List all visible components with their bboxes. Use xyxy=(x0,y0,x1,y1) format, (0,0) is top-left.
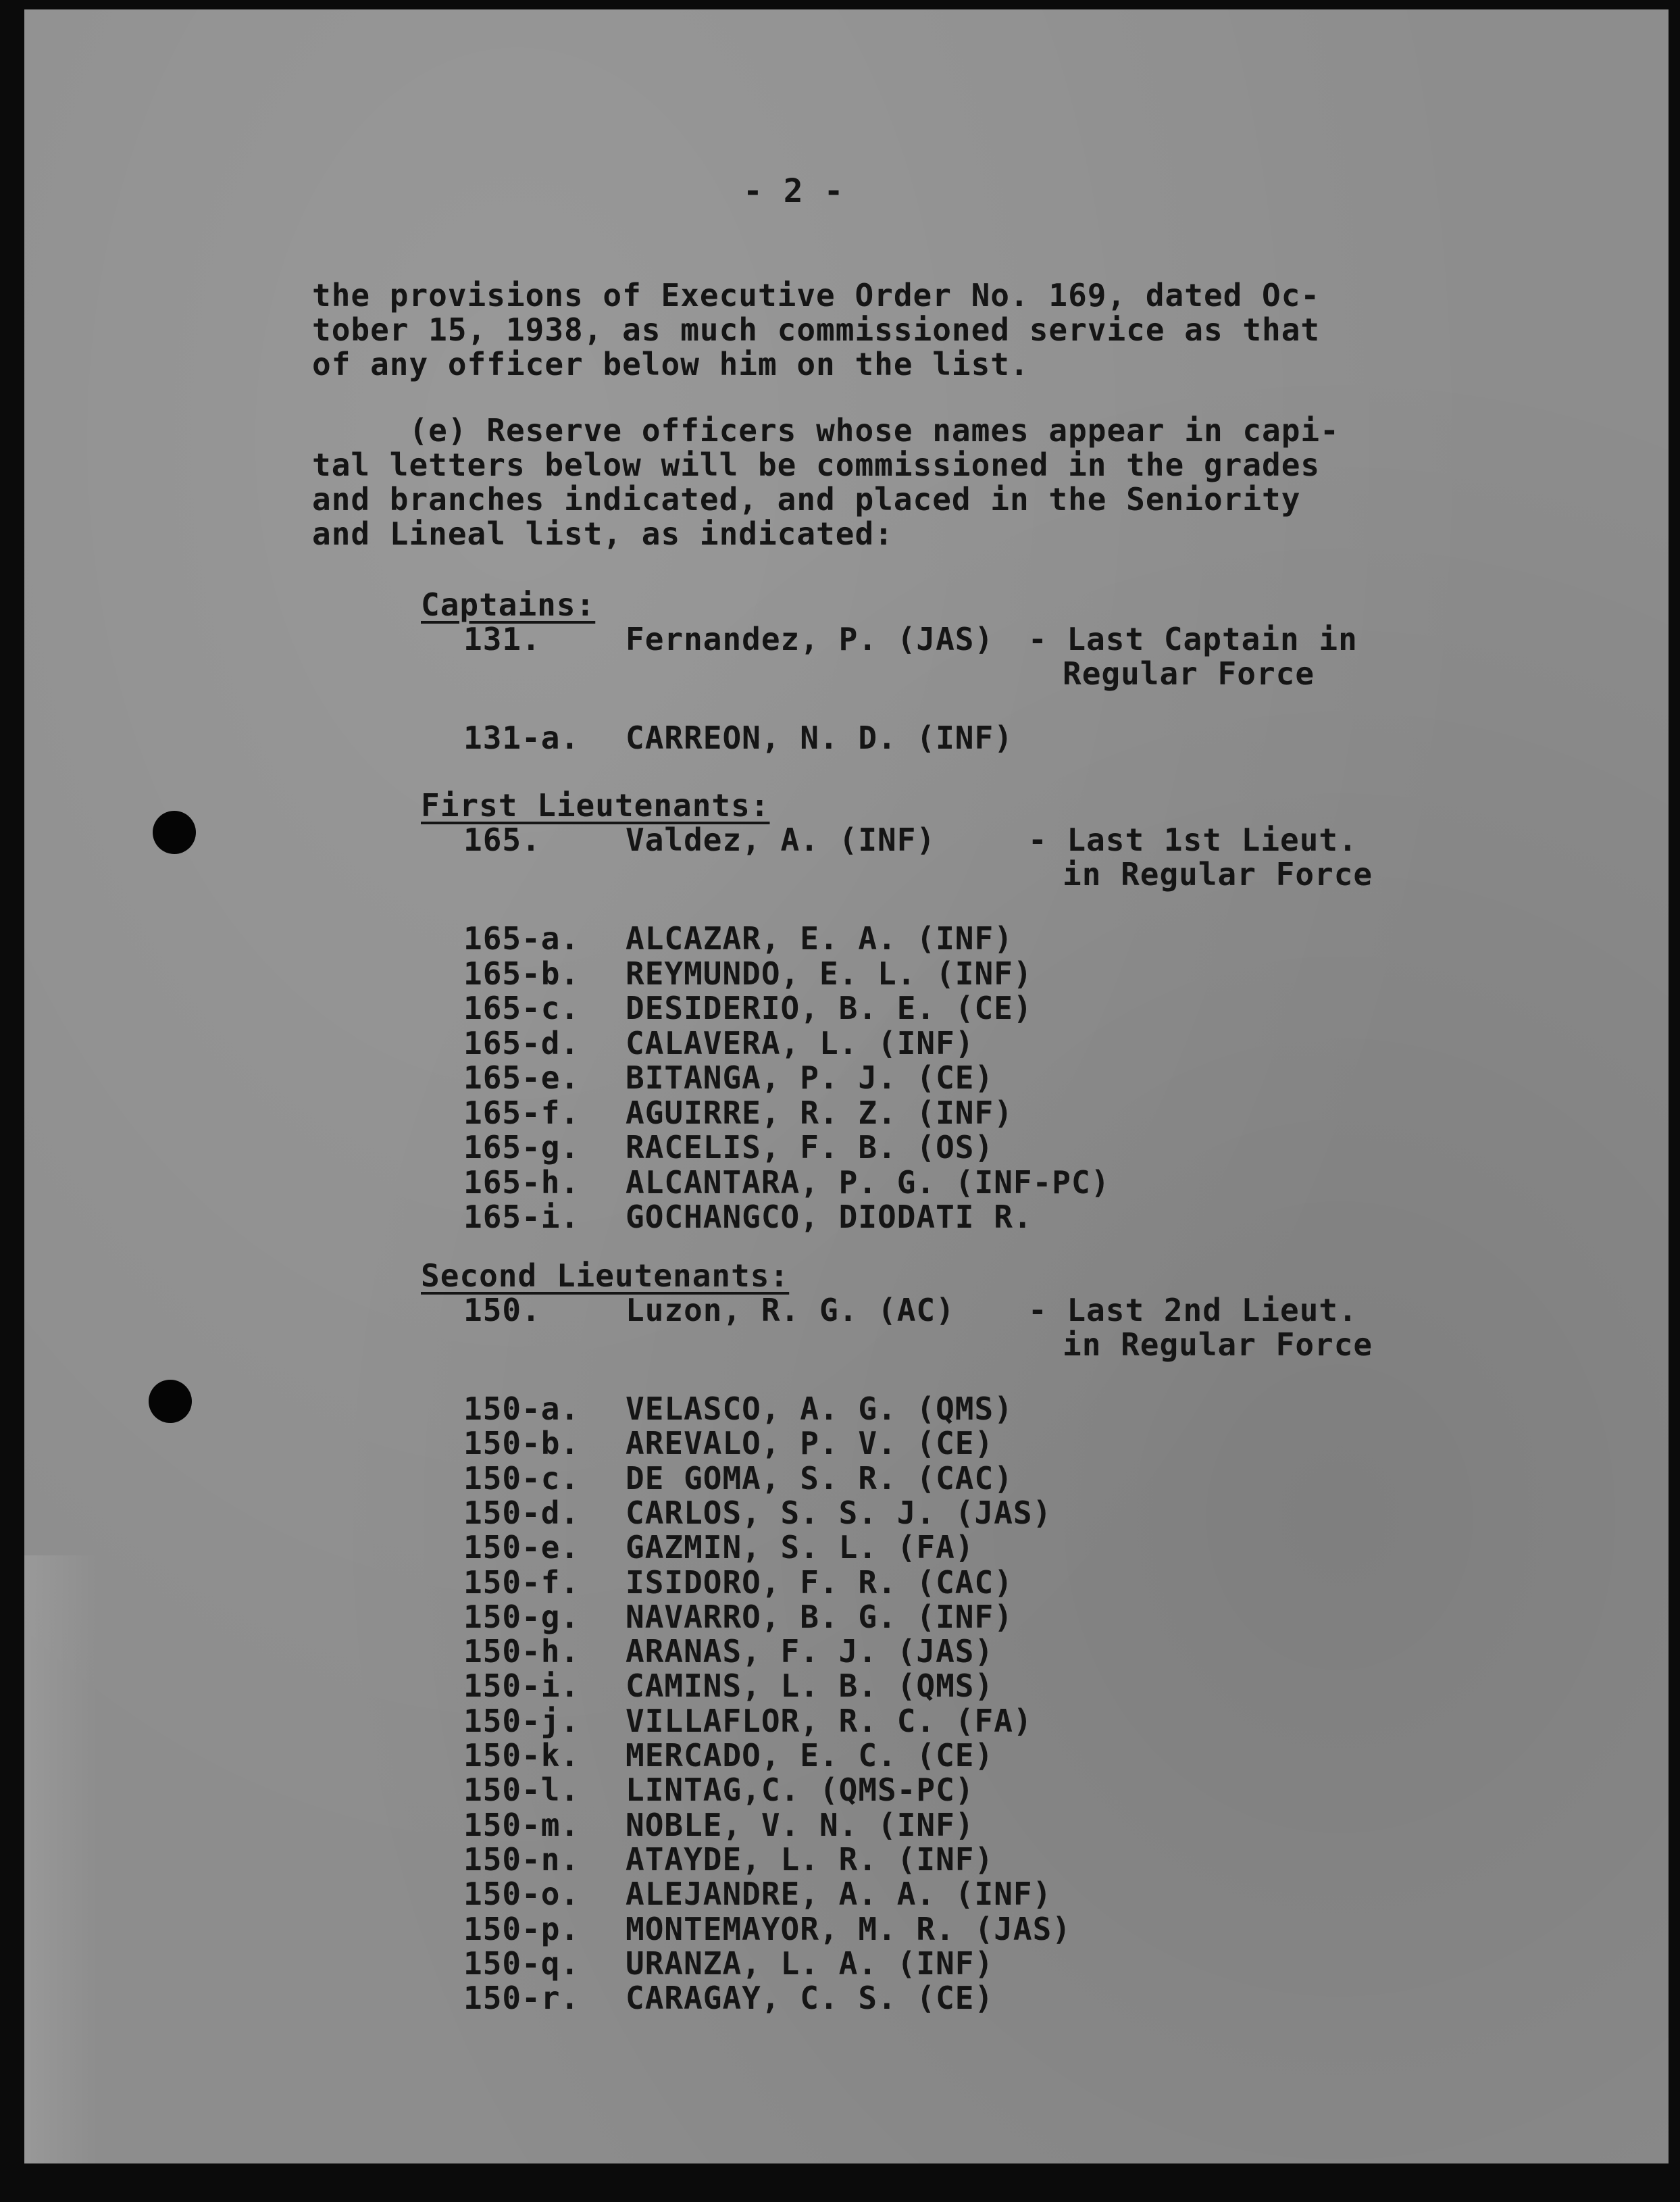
officer-row xyxy=(24,1704,1669,1738)
list-number: 150-m. xyxy=(463,1806,580,1843)
last-regular-first-lieutenant xyxy=(24,823,1669,857)
list-number: 150-e. xyxy=(463,1529,580,1566)
officer-row xyxy=(24,1026,1669,1061)
list-number: 165-h. xyxy=(463,1163,580,1201)
officer-row xyxy=(24,1130,1669,1165)
officer-row xyxy=(24,1669,1669,1703)
officer-row xyxy=(24,1981,1669,2016)
officer-name: ALEJANDRE, A. A. (INF) xyxy=(626,1876,1052,1913)
officer-name: Luzon, R. G. (AC) xyxy=(626,1292,955,1328)
officer-row xyxy=(24,957,1669,991)
officer-name: BITANGA, P. J. (CE) xyxy=(626,1059,994,1096)
list-number: 131. xyxy=(463,621,541,657)
list-number: 165-b. xyxy=(463,955,580,992)
officer-name: Valdez, A. (INF) xyxy=(626,822,936,858)
note-line-2: Regular Force xyxy=(1063,655,1315,692)
officer-row xyxy=(24,991,1669,1026)
list-number: 165-c. xyxy=(463,990,580,1026)
officer-row xyxy=(24,1096,1669,1130)
list-number: 150-r. xyxy=(463,1980,580,2017)
officer-row xyxy=(24,1163,1669,1201)
officer-name: DESIDERIO, B. E. (CE) xyxy=(626,990,1033,1026)
officer-name: ISIDORO, F. R. (CAC) xyxy=(626,1563,1013,1601)
officer-name: CARLOS, S. S. J. (JAS) xyxy=(626,1494,1052,1531)
officer-name: Fernandez, P. (JAS) xyxy=(626,621,994,657)
officer-row xyxy=(24,1426,1669,1461)
officer-row xyxy=(24,1600,1669,1634)
paragraph-reserve-officers: (e) Reserve officers whose names appear in capi- tal letters below will be commissioned in the grades and branches indicated, and placed in the Seniority and Lineal list, as indicated: xyxy=(312,412,1340,552)
last-regular-captain xyxy=(24,622,1669,657)
note-line-1: - Last 1st Lieut. xyxy=(1028,822,1358,858)
officer-name: NAVARRO, B. G. (INF) xyxy=(626,1598,1013,1635)
heading-captains: Captains: xyxy=(421,586,596,623)
heading-first-lieutenants: First Lieutenants: xyxy=(421,787,770,824)
officer-name: CARREON, N. D. (INF) xyxy=(626,720,1013,756)
officer-name: GOCHANGCO, DIODATI R. xyxy=(626,1199,1033,1235)
officer-name: ALCAZAR, E. A. (INF) xyxy=(626,920,1013,957)
officer-name: CARAGAY, C. S. (CE) xyxy=(626,1980,994,2017)
note-line-1: - Last 2nd Lieut. xyxy=(1028,1292,1358,1328)
officer-name: MERCADO, E. C. (CE) xyxy=(626,1737,994,1774)
list-number: 165-d. xyxy=(463,1024,580,1061)
officer-row xyxy=(24,1912,1669,1947)
list-number: 150. xyxy=(463,1292,541,1328)
officer-name: NOBLE, V. N. (INF) xyxy=(626,1806,975,1843)
last-regular-first-lieutenant-note xyxy=(24,857,1669,892)
list-number: 150-k. xyxy=(463,1737,580,1774)
list-number: 150-a. xyxy=(463,1391,580,1427)
officer-name: MONTEMAYOR, M. R. (JAS) xyxy=(626,1910,1071,1947)
officer-name: AGUIRRE, R. Z. (INF) xyxy=(626,1094,1013,1131)
officer-row xyxy=(24,1877,1669,1911)
officer-row xyxy=(24,1392,1669,1426)
list-number: 150-g. xyxy=(463,1598,580,1635)
officer-name: CAMINS, L. B. (QMS) xyxy=(626,1668,994,1705)
officer-name: LINTAG,C. (QMS-PC) xyxy=(626,1772,975,1809)
officer-name: VILLAFLOR, R. C. (FA) xyxy=(626,1702,1033,1739)
note-line-2: in Regular Force xyxy=(1063,856,1373,893)
officer-row xyxy=(24,1947,1669,1981)
list-number: 165-g. xyxy=(463,1129,580,1166)
officer-row xyxy=(24,1773,1669,1807)
list-number: 150-f. xyxy=(463,1563,580,1601)
officer-row xyxy=(24,1843,1669,1877)
list-number: 165-a. xyxy=(463,920,580,957)
list-number: 150-o. xyxy=(463,1876,580,1913)
officer-name: VELASCO, A. G. (QMS) xyxy=(626,1391,1013,1427)
officer-row xyxy=(24,1634,1669,1669)
list-number: 150-j. xyxy=(463,1702,580,1739)
officer-row xyxy=(24,1461,1669,1496)
officer-row xyxy=(24,1496,1669,1530)
page-number: - 2 - xyxy=(743,172,844,210)
list-number: 150-i. xyxy=(463,1668,580,1705)
list-number: 150-c. xyxy=(463,1459,580,1497)
list-number: 165-f. xyxy=(463,1094,580,1131)
officer-row xyxy=(24,922,1669,956)
note-line-1: - Last Captain in xyxy=(1028,621,1358,657)
officer-row xyxy=(24,721,1669,755)
list-number: 150-b. xyxy=(463,1425,580,1462)
last-regular-second-lieutenant-note xyxy=(24,1328,1669,1362)
list-number: 165. xyxy=(463,822,541,858)
officer-row xyxy=(24,1200,1669,1234)
list-number: 131-a. xyxy=(463,720,580,756)
officer-name: GAZMIN, S. L. (FA) xyxy=(626,1529,975,1566)
officer-row xyxy=(24,1530,1669,1565)
list-number: 165-e. xyxy=(463,1059,580,1096)
document-page xyxy=(24,9,1669,2163)
officer-name: CALAVERA, L. (INF) xyxy=(626,1024,975,1061)
paragraph-continuation: the provisions of Executive Order No. 169, dated Oc- tober 15, 1938, as much commissioned service as that of any officer below him on the list. xyxy=(312,277,1321,382)
heading-second-lieutenants: Second Lieutenants: xyxy=(421,1257,790,1294)
officer-name: URANZA, L. A. (INF) xyxy=(626,1945,994,1982)
officer-name: RACELIS, F. B. (OS) xyxy=(626,1129,994,1166)
list-number: 150-q. xyxy=(463,1945,580,1982)
list-number: 150-d. xyxy=(463,1494,580,1531)
note-line-2: in Regular Force xyxy=(1063,1326,1373,1363)
officer-row xyxy=(24,1808,1669,1843)
officer-name: ATAYDE, L. R. (INF) xyxy=(626,1841,994,1878)
officer-name: ALCANTARA, P. G. (INF-PC) xyxy=(626,1163,1111,1201)
list-number: 150-l. xyxy=(463,1772,580,1809)
officer-row xyxy=(24,1738,1669,1773)
officer-row xyxy=(24,1563,1669,1601)
officer-name: ARANAS, F. J. (JAS) xyxy=(626,1633,994,1670)
last-regular-captain-note xyxy=(24,657,1669,691)
list-number: 150-p. xyxy=(463,1910,580,1947)
list-number: 165-i. xyxy=(463,1199,580,1235)
last-regular-second-lieutenant xyxy=(24,1293,1669,1328)
officer-row xyxy=(24,1061,1669,1095)
list-number: 150-n. xyxy=(463,1841,580,1878)
list-number: 150-h. xyxy=(463,1633,580,1670)
officer-name: DE GOMA, S. R. (CAC) xyxy=(626,1459,1013,1497)
officer-name: AREVALO, P. V. (CE) xyxy=(626,1425,994,1462)
officer-name: REYMUNDO, E. L. (INF) xyxy=(626,955,1033,992)
